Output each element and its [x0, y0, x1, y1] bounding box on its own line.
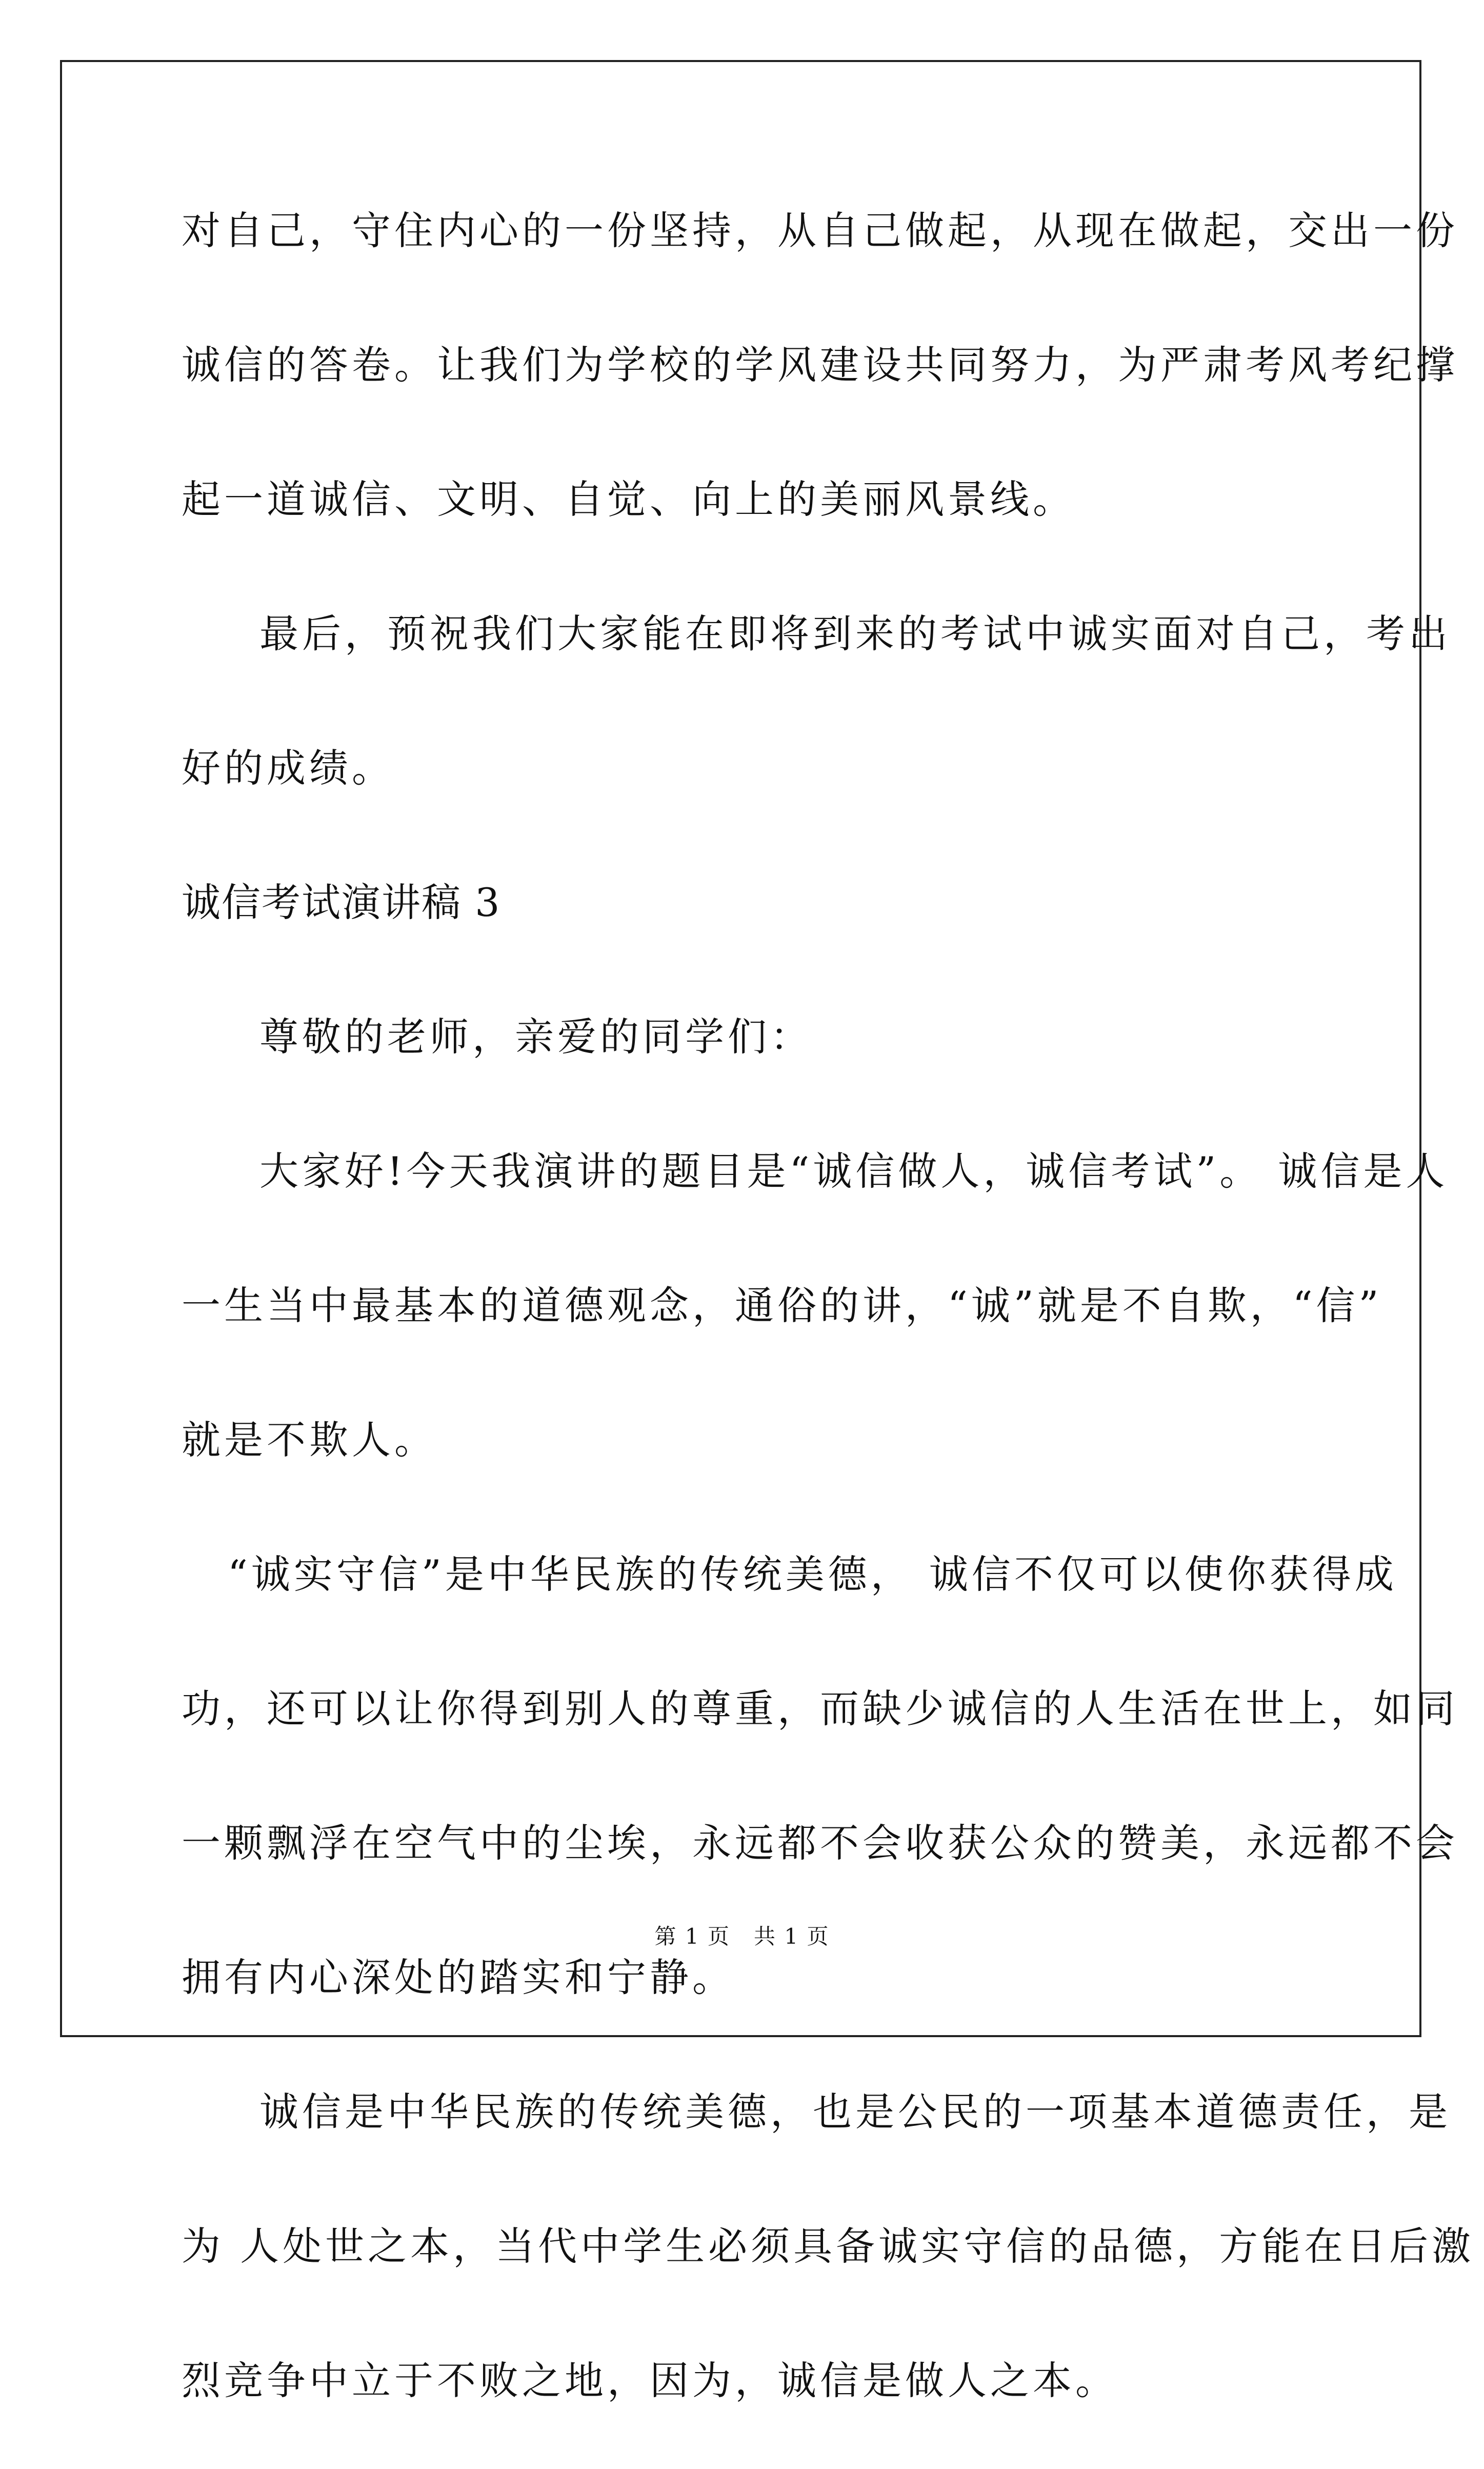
paragraph-line: 烈竞争中立于不败之地，因为，诚信是做人之本。 — [182, 2358, 1118, 2403]
salutation: 尊敬的老师，亲爱的同学们： — [259, 1014, 813, 1060]
paragraph-line: 为 人处世之本，当代中学生必须具备诚实守信的品德，方能在日后激 — [182, 2223, 1475, 2269]
paragraph-line: 诚信是中华民族的传统美德，也是公民的一项基本道德责任，是 — [259, 2089, 1451, 2135]
paragraph-line: 最后，预祝我们大家能在即将到来的考试中诚实面对自己，考出 — [259, 611, 1451, 656]
paragraph-line: 大家好!今天我演讲的题目是“诚信做人，诚信考试”。 诚信是人 — [259, 1148, 1449, 1194]
paragraph-line: 就是不欺人。 — [182, 1417, 437, 1463]
paragraph-line: “诚实守信”是中华民族的传统美德， 诚信不仅可以使你获得成 — [228, 1551, 1397, 1597]
page-footer: 第 1 页 共 1 页 — [654, 1924, 830, 1949]
paragraph-line: 起一道诚信、文明、自觉、向上的美丽风景线。 — [182, 476, 1075, 522]
paragraph-line: 对自己，守住内心的一份坚持，从自己做起，从现在做起，交出一份 — [182, 208, 1458, 253]
section-heading: 诚信考试演讲稿 3 — [182, 880, 501, 925]
paragraph-line: 一生当中最基本的道德观念，通俗的讲，“诚”就是不自欺，“信” — [182, 1283, 1382, 1328]
document-body — [182, 185, 1475, 2469]
paragraph-line: 一颗飘浮在空气中的尘埃，永远都不会收获公众的赞美，永远都不会 — [182, 1820, 1458, 1866]
paragraph-line: 拥有内心深处的踏实和宁静。 — [182, 1955, 735, 2000]
paragraph-line: 诚信的答卷。让我们为学校的学风建设共同努力，为严肃考风考纪撑 — [182, 342, 1458, 388]
paragraph-line: 好的成绩。 — [182, 745, 394, 791]
paragraph-line: 功，还可以让你得到别人的尊重，而缺少诚信的人生活在世上，如同 — [182, 1686, 1458, 1731]
